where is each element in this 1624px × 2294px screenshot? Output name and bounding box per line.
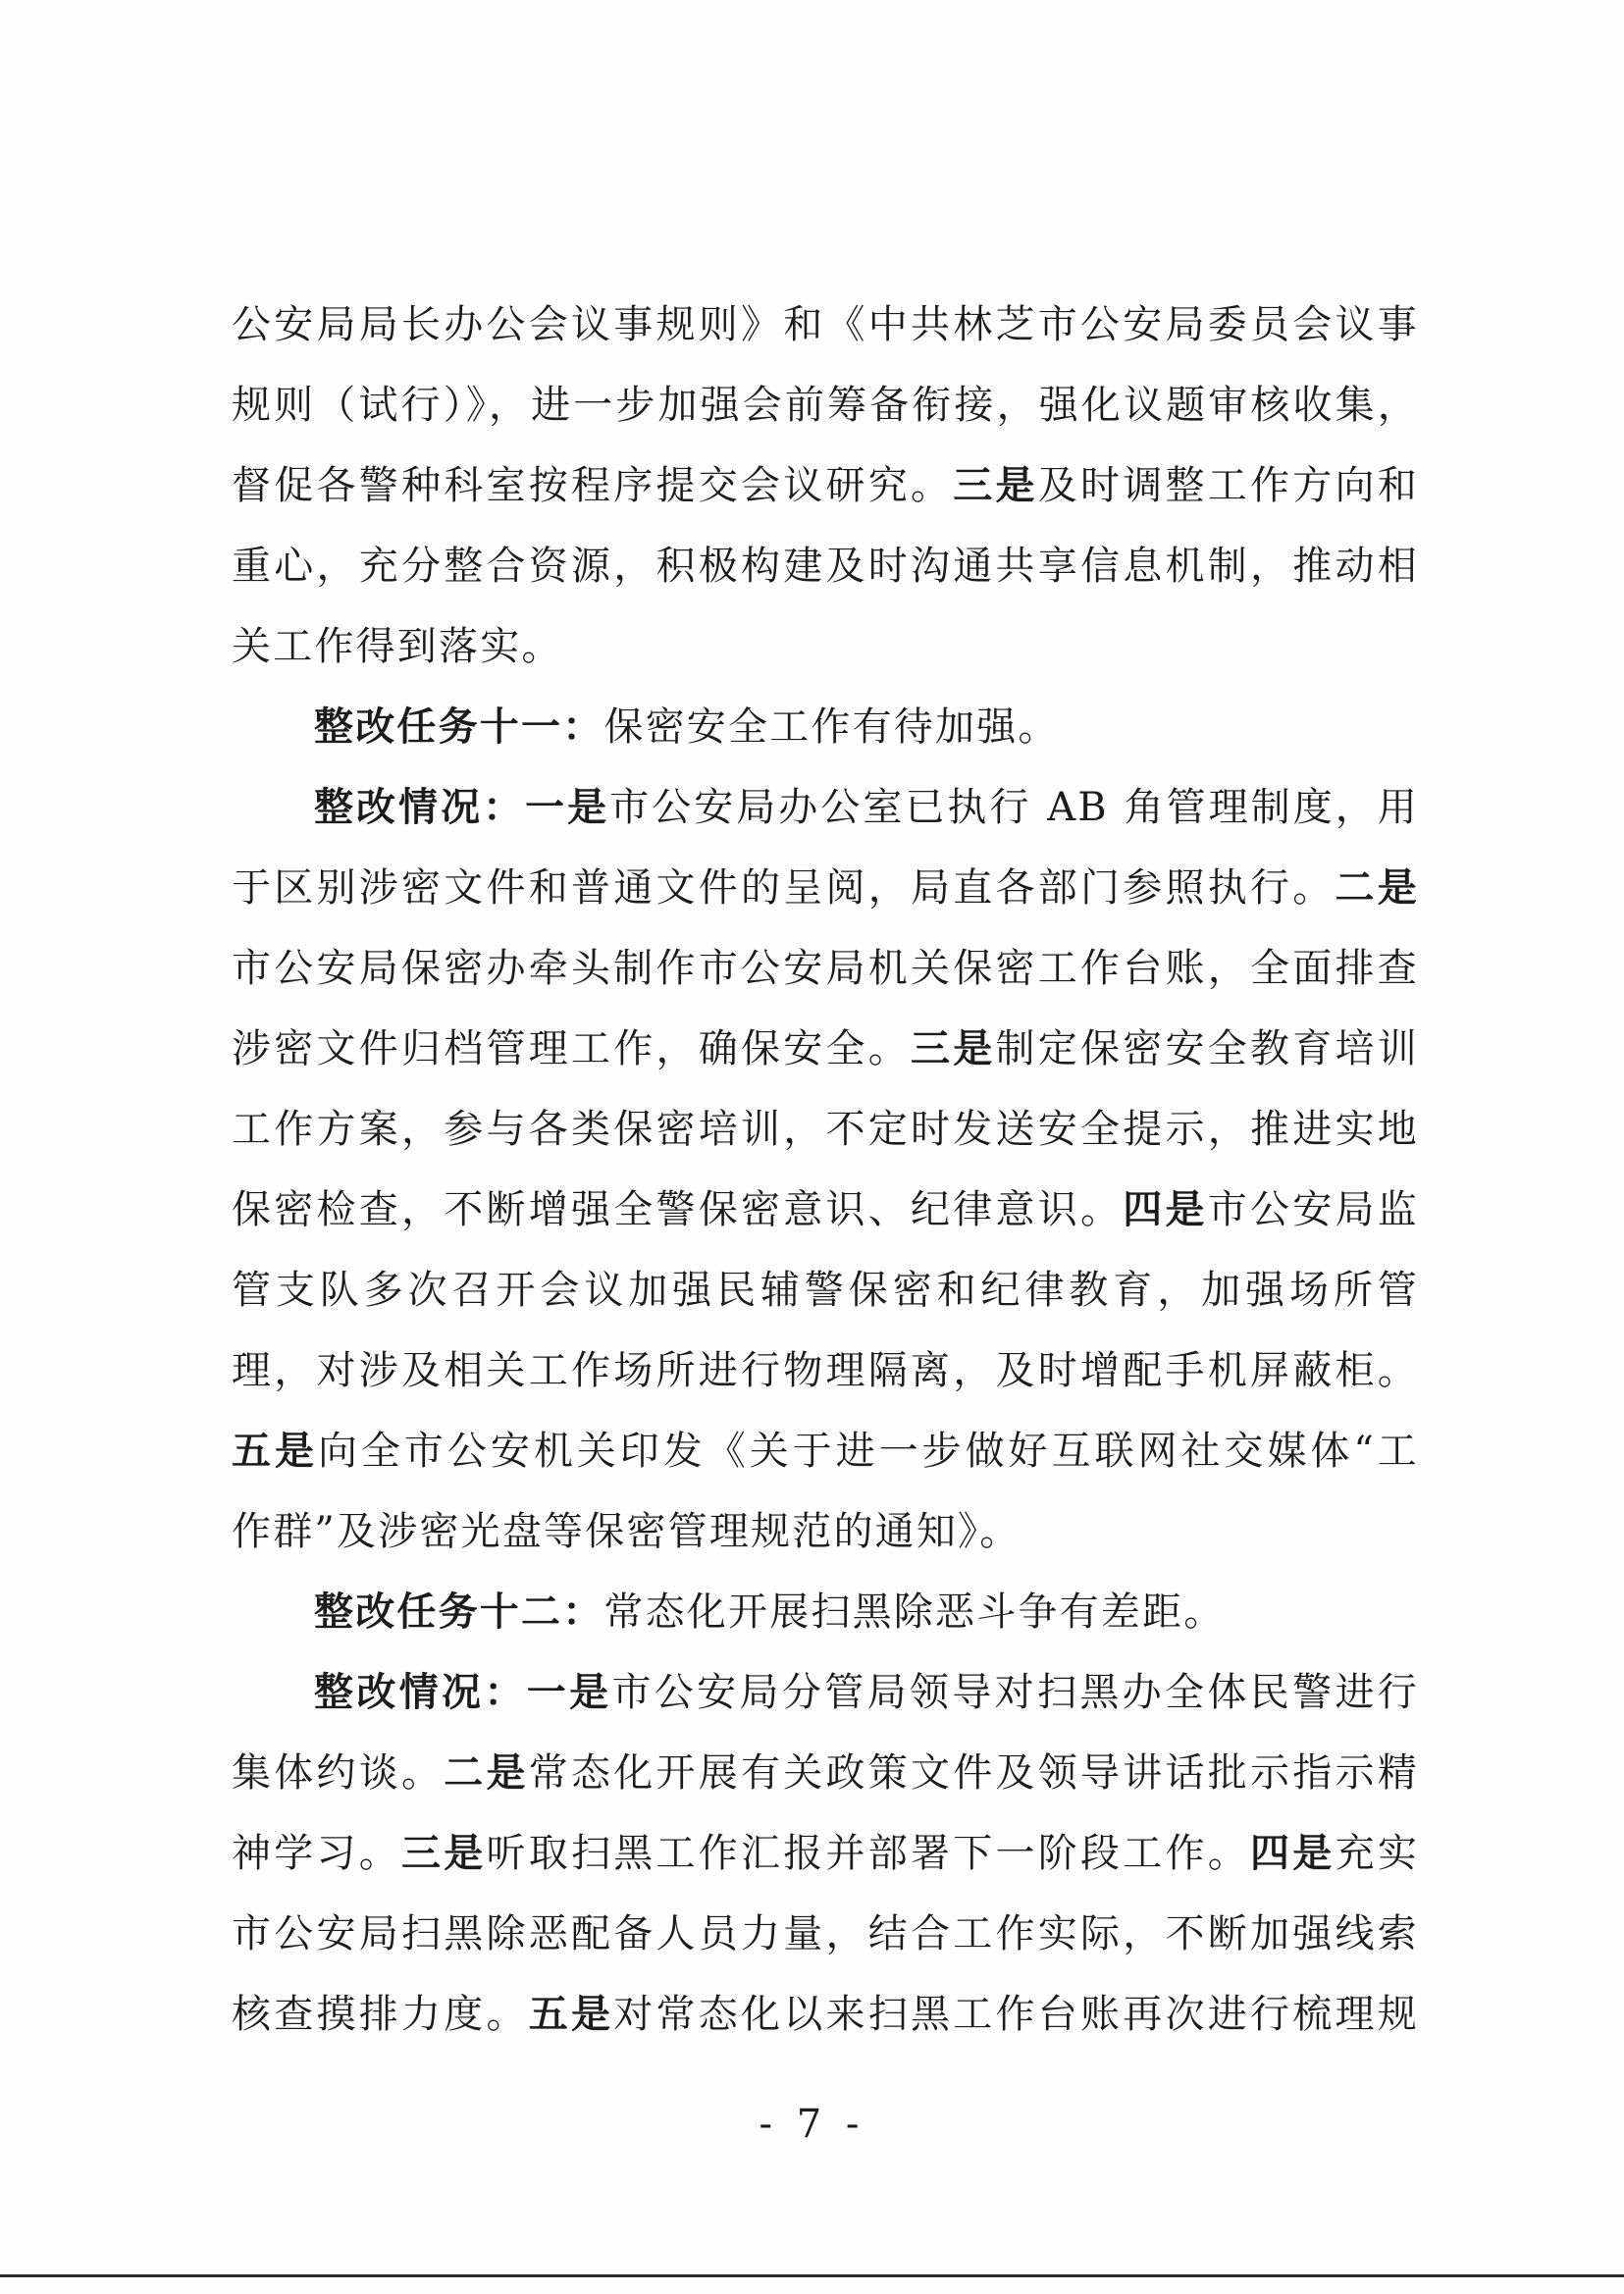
text-line [232,1009,1419,1089]
text-line [232,526,1419,606]
text-line [232,1170,1419,1250]
bold-text-segment: 二是 [444,1749,529,1796]
text-line [232,1411,1419,1491]
text-segment: 市公安局分管局领导对扫黑办全体民警进行 [611,1670,1419,1715]
bold-text-segment: 三是 [401,1830,487,1876]
text-segment: 理，对涉及相关工作场所进行物理隔离，及时增配手机屏蔽柜。 [232,1348,1419,1393]
bold-text-segment: 五是 [232,1428,318,1474]
text-segment: 保密安全工作有待加强。 [603,704,1060,750]
text-line [232,928,1419,1009]
bold-text-segment: 整改任务十一： [314,704,604,750]
bold-text-segment: 整改情况：一是 [314,1669,612,1715]
bold-text-segment: 四是 [1250,1830,1336,1876]
text-segment: 市公安局扫黑除恶配备人员力量，结合工作实际，不断加强线索 [232,1911,1419,1956]
text-segment: 集体约谈。 [232,1750,445,1796]
bold-text-segment: 三是 [911,1025,996,1071]
bold-text-segment: 整改情况：一是 [314,784,610,830]
text-segment: 市公安局办公室已执行 AB 角管理制度，用 [609,785,1419,830]
text-segment: 制定保密安全教育培训 [995,1026,1420,1071]
text-segment: 工作方案，参与各类保密培训，不定时发送安全提示，推进实地 [232,1107,1419,1152]
text-segment: 神学习。 [232,1831,402,1876]
text-segment: 关工作得到落实。 [232,624,563,669]
text-line [232,1089,1419,1170]
text-line [232,1330,1419,1411]
text-line [232,848,1419,928]
text-segment: 充实 [1335,1831,1420,1876]
text-segment: 核查摸排力度。 [232,1992,529,2037]
bold-text-segment: 五是 [528,1991,614,2037]
scan-edge-line [0,2274,1624,2277]
text-segment: 常态化开展有关政策文件及领导讲话批示指示精 [528,1750,1420,1796]
bold-text-segment: 整改任务十二： [314,1589,604,1635]
document-body [232,285,1419,2055]
bold-text-segment: 四是 [1123,1186,1208,1232]
text-segment: 听取扫黑工作汇报并部署下一阶段工作。 [486,1831,1251,1876]
text-segment: 作群”及涉密光盘等保密管理规范的通知》。 [232,1509,1022,1554]
text-segment: 对常态化以来扫黑工作台账再次进行梳理规 [613,1992,1419,2037]
text-segment: 及时调整工作方向和 [1037,463,1419,508]
text-segment: 向全市公安机关印发《关于进一步做好互联网社交媒体“工 [317,1429,1419,1474]
text-line [232,1733,1419,1813]
text-segment: 市公安局保密办牵头制作市公安局机关保密工作台账，全面排查 [232,946,1419,991]
bold-text-segment: 三是 [953,462,1038,508]
text-segment: 督促各警种科室按程序提交会议研究。 [232,463,954,508]
text-line [232,285,1419,365]
text-segment: 保密检查，不断增强全警保密意识、纪律意识。 [232,1187,1124,1232]
text-line [232,687,1419,767]
text-line [232,1894,1419,1974]
text-line [232,606,1419,687]
text-segment: 市公安局监 [1207,1187,1420,1232]
text-line [232,445,1419,526]
text-segment: 于区别涉密文件和普通文件的呈阅，局直各部门参照执行。 [232,865,1336,911]
text-segment: 重心，充分整合资源，积极构建及时沟通共享信息机制，推动相 [232,544,1419,589]
text-segment: 规则（试行）》，进一步加强会前筹备衔接，强化议题审核收集， [232,383,1419,428]
text-line [232,1813,1419,1894]
text-line [232,1250,1419,1330]
bold-text-segment: 二是 [1335,864,1419,911]
text-segment: 常态化开展扫黑除恶斗争有差距。 [603,1590,1226,1635]
text-segment: 管支队多次召开会议加强民辅警保密和纪律教育，加强场所管 [232,1268,1419,1313]
text-line [232,1572,1419,1652]
text-segment: 涉密文件归档管理工作，确保安全。 [232,1026,912,1071]
text-line [232,1491,1419,1572]
text-segment: 公安局局长办公会议事规则》和《中共林芝市公安局委员会议事 [232,302,1419,347]
text-line [232,1974,1419,2055]
text-line [232,1652,1419,1733]
page-number: - 7 - [759,2102,865,2147]
text-line [232,365,1419,445]
text-line [232,767,1419,848]
